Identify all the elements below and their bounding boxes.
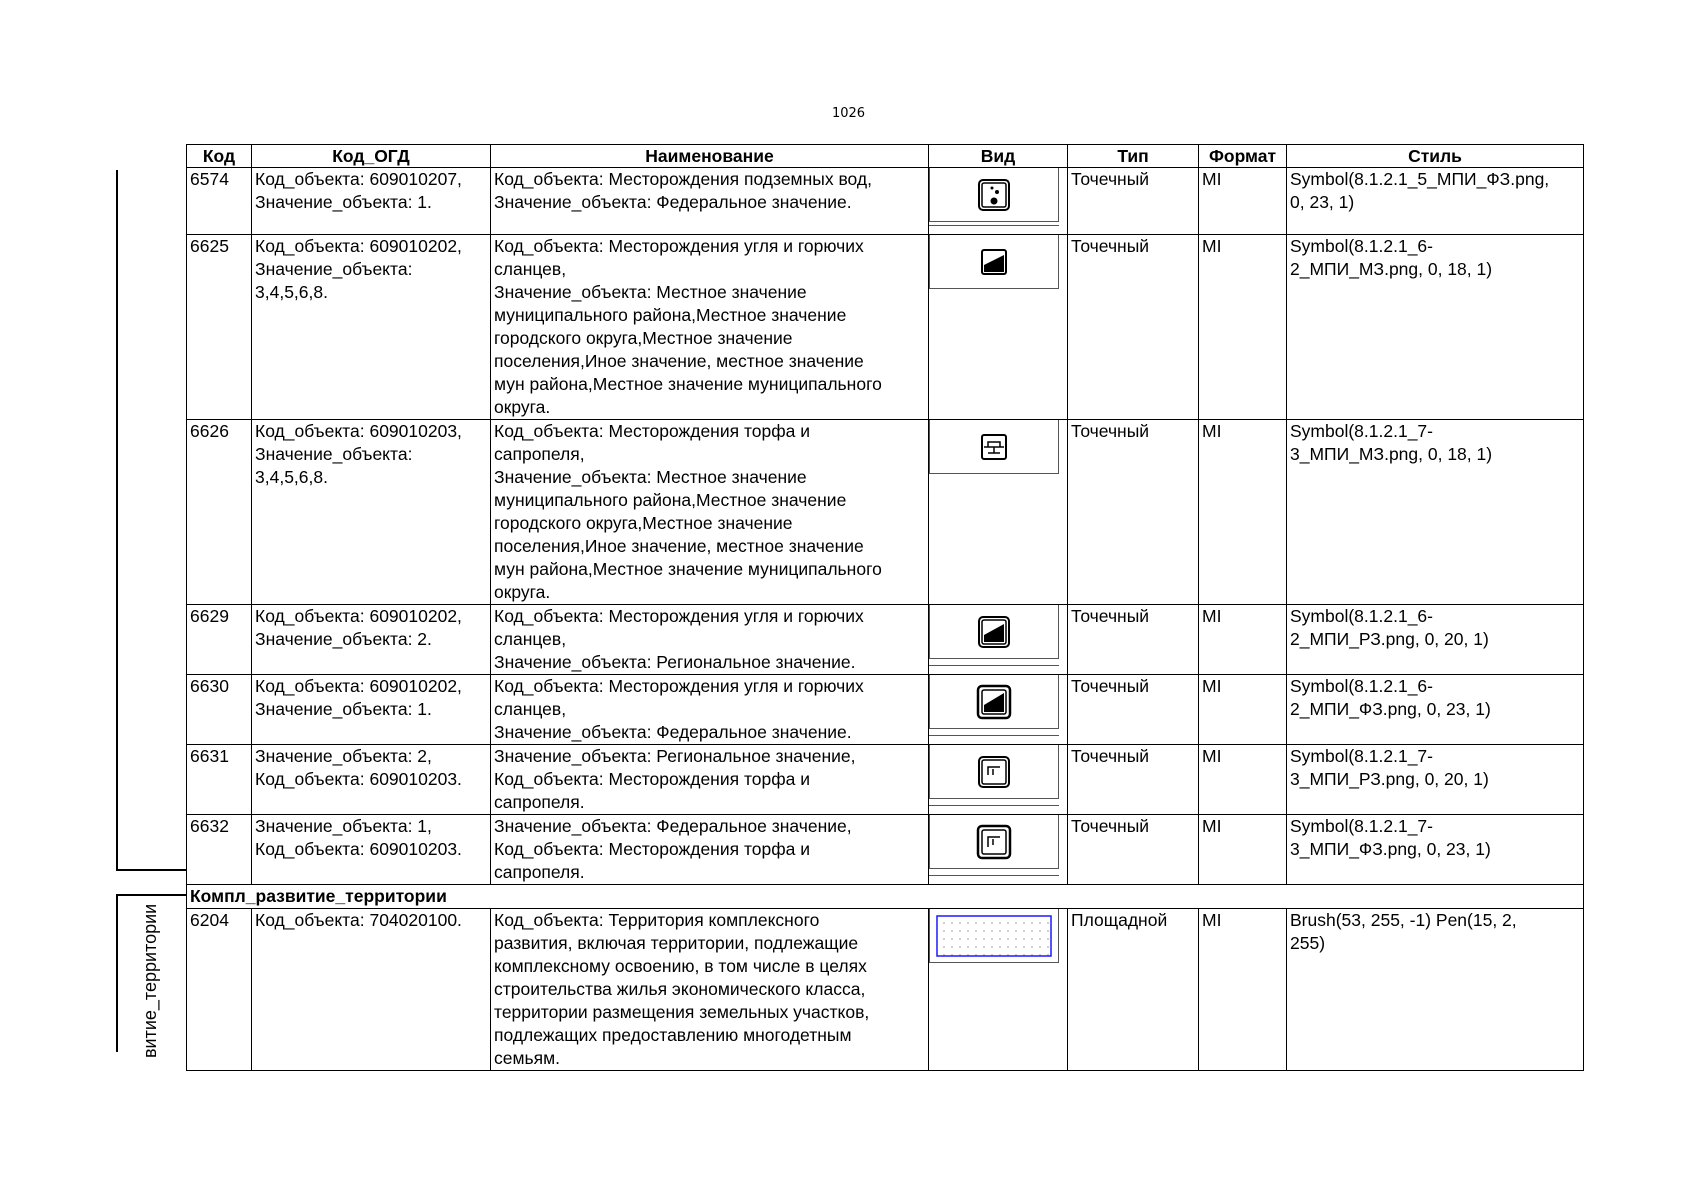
cell-ogd: Код_объекта: 609010202, Значение_объекта: 2.	[252, 605, 491, 675]
cell-style: Brush(53, 255, -1) Pen(15, 2, 255)	[1287, 909, 1584, 1071]
coal-deposit-icon	[975, 613, 1013, 651]
table-row	[187, 815, 1584, 885]
table-header-row	[187, 145, 1584, 168]
header-ogd: Код_ОГД	[252, 145, 491, 168]
cell-style: Symbol(8.1.2.1_5_МПИ_ФЗ.png, 0, 23, 1)	[1287, 168, 1584, 235]
header-view: Вид	[929, 145, 1068, 168]
cell-type: Точечный	[1068, 605, 1199, 675]
cell-code: 6631	[187, 745, 252, 815]
cell-ogd: Значение_объекта: 2, Код_объекта: 609010203.	[252, 745, 491, 815]
side-border	[116, 170, 118, 870]
peat-deposit-icon	[975, 428, 1013, 466]
cell-format: MI	[1199, 420, 1287, 605]
header-code: Код	[187, 145, 252, 168]
peat-deposit-icon	[975, 823, 1013, 861]
cell-type: Точечный	[1068, 745, 1199, 815]
cell-type: Точечный	[1068, 420, 1199, 605]
cell-code: 6204	[187, 909, 252, 1071]
side-border	[116, 869, 186, 871]
registry-table	[186, 144, 1584, 1071]
cell-type: Точечный	[1068, 168, 1199, 235]
cell-type: Точечный	[1068, 235, 1199, 420]
cell-view	[929, 168, 1068, 235]
side-border	[116, 894, 118, 1052]
cell-view	[929, 745, 1068, 815]
cell-name: Код_объекта: Месторождения угля и горючих сланцев, Значение_объекта: Федеральное значение.	[491, 675, 929, 745]
cell-style: Symbol(8.1.2.1_6- 2_МПИ_ФЗ.png, 0, 23, 1)	[1287, 675, 1584, 745]
side-border	[116, 894, 186, 896]
cell-ogd: Код_объекта: 609010207, Значение_объекта: 1.	[252, 168, 491, 235]
group-title: Компл_развитие_территории	[187, 885, 1584, 909]
cell-style: Symbol(8.1.2.1_7- 3_МПИ_РЗ.png, 0, 20, 1)	[1287, 745, 1584, 815]
cell-type: Площадной	[1068, 909, 1199, 1071]
header-style: Стиль	[1287, 145, 1584, 168]
area-fill-icon	[934, 913, 1054, 959]
cell-view	[929, 909, 1068, 1071]
table-row	[187, 235, 1584, 420]
cell-ogd: Код_объекта: 704020100.	[252, 909, 491, 1071]
cell-name: Код_объекта: Территория комплексного развития, включая территории, подлежащие комплексному освоению, в том числе в целях строительства жилья экономического класса, территории размещения земельных участков, подлежащих предоставлению многодетным семьям.	[491, 909, 929, 1071]
cell-format: MI	[1199, 605, 1287, 675]
groundwater-deposit-icon	[975, 176, 1013, 214]
cell-ogd: Значение_объекта: 1, Код_объекта: 609010203.	[252, 815, 491, 885]
group-header-row	[187, 885, 1584, 909]
cell-style: Symbol(8.1.2.1_7- 3_МПИ_ФЗ.png, 0, 23, 1)	[1287, 815, 1584, 885]
cell-code: 6630	[187, 675, 252, 745]
cell-name: Код_объекта: Месторождения торфа и сапропеля, Значение_объекта: Местное значение муниципального района,Местное значение городского округа,Местное значение поселения,Иное значение, местное значение мун района,Местное значение муниципального округа.	[491, 420, 929, 605]
cell-name: Код_объекта: Месторождения угля и горючих сланцев, Значение_объекта: Региональное значение.	[491, 605, 929, 675]
cell-view	[929, 815, 1068, 885]
cell-style: Symbol(8.1.2.1_7- 3_МПИ_МЗ.png, 0, 18, 1)	[1287, 420, 1584, 605]
table-row	[187, 909, 1584, 1071]
cell-name: Код_объекта: Месторождения подземных вод, Значение_объекта: Федеральное значение.	[491, 168, 929, 235]
cell-view	[929, 420, 1068, 605]
peat-deposit-icon	[975, 753, 1013, 791]
header-format: Формат	[1199, 145, 1287, 168]
cell-code: 6632	[187, 815, 252, 885]
coal-deposit-icon	[975, 683, 1013, 721]
cell-format: MI	[1199, 168, 1287, 235]
section-side-label: витие_территории	[140, 903, 160, 1058]
cell-code: 6625	[187, 235, 252, 420]
cell-ogd: Код_объекта: 609010202, Значение_объекта: 3,4,5,6,8.	[252, 235, 491, 420]
cell-name: Значение_объекта: Федеральное значение, Код_объекта: Месторождения торфа и сапропеля.	[491, 815, 929, 885]
cell-format: MI	[1199, 235, 1287, 420]
table-row	[187, 605, 1584, 675]
cell-format: MI	[1199, 815, 1287, 885]
cell-type: Точечный	[1068, 675, 1199, 745]
cell-view	[929, 675, 1068, 745]
cell-code: 6629	[187, 605, 252, 675]
cell-style: Symbol(8.1.2.1_6- 2_МПИ_МЗ.png, 0, 18, 1)	[1287, 235, 1584, 420]
cell-name: Код_объекта: Месторождения угля и горючих сланцев, Значение_объекта: Местное значение муниципального района,Местное значение городского округа,Местное значение поселения,Иное значение, местное значение мун района,Местное значение муниципального округа.	[491, 235, 929, 420]
coal-deposit-icon	[975, 243, 1013, 281]
cell-format: MI	[1199, 909, 1287, 1071]
cell-format: MI	[1199, 745, 1287, 815]
cell-code: 6574	[187, 168, 252, 235]
header-name: Наименование	[491, 145, 929, 168]
cell-type: Точечный	[1068, 815, 1199, 885]
table-row	[187, 745, 1584, 815]
cell-format: MI	[1199, 675, 1287, 745]
header-type: Тип	[1068, 145, 1199, 168]
table-row	[187, 675, 1584, 745]
table-row	[187, 420, 1584, 605]
cell-name: Значение_объекта: Региональное значение, Код_объекта: Месторождения торфа и сапропеля.	[491, 745, 929, 815]
cell-view	[929, 605, 1068, 675]
cell-code: 6626	[187, 420, 252, 605]
table-row	[187, 168, 1584, 235]
cell-view	[929, 235, 1068, 420]
cell-ogd: Код_объекта: 609010203, Значение_объекта: 3,4,5,6,8.	[252, 420, 491, 605]
cell-ogd: Код_объекта: 609010202, Значение_объекта: 1.	[252, 675, 491, 745]
page-number: 1026	[831, 106, 866, 121]
cell-style: Symbol(8.1.2.1_6- 2_МПИ_РЗ.png, 0, 20, 1)	[1287, 605, 1584, 675]
